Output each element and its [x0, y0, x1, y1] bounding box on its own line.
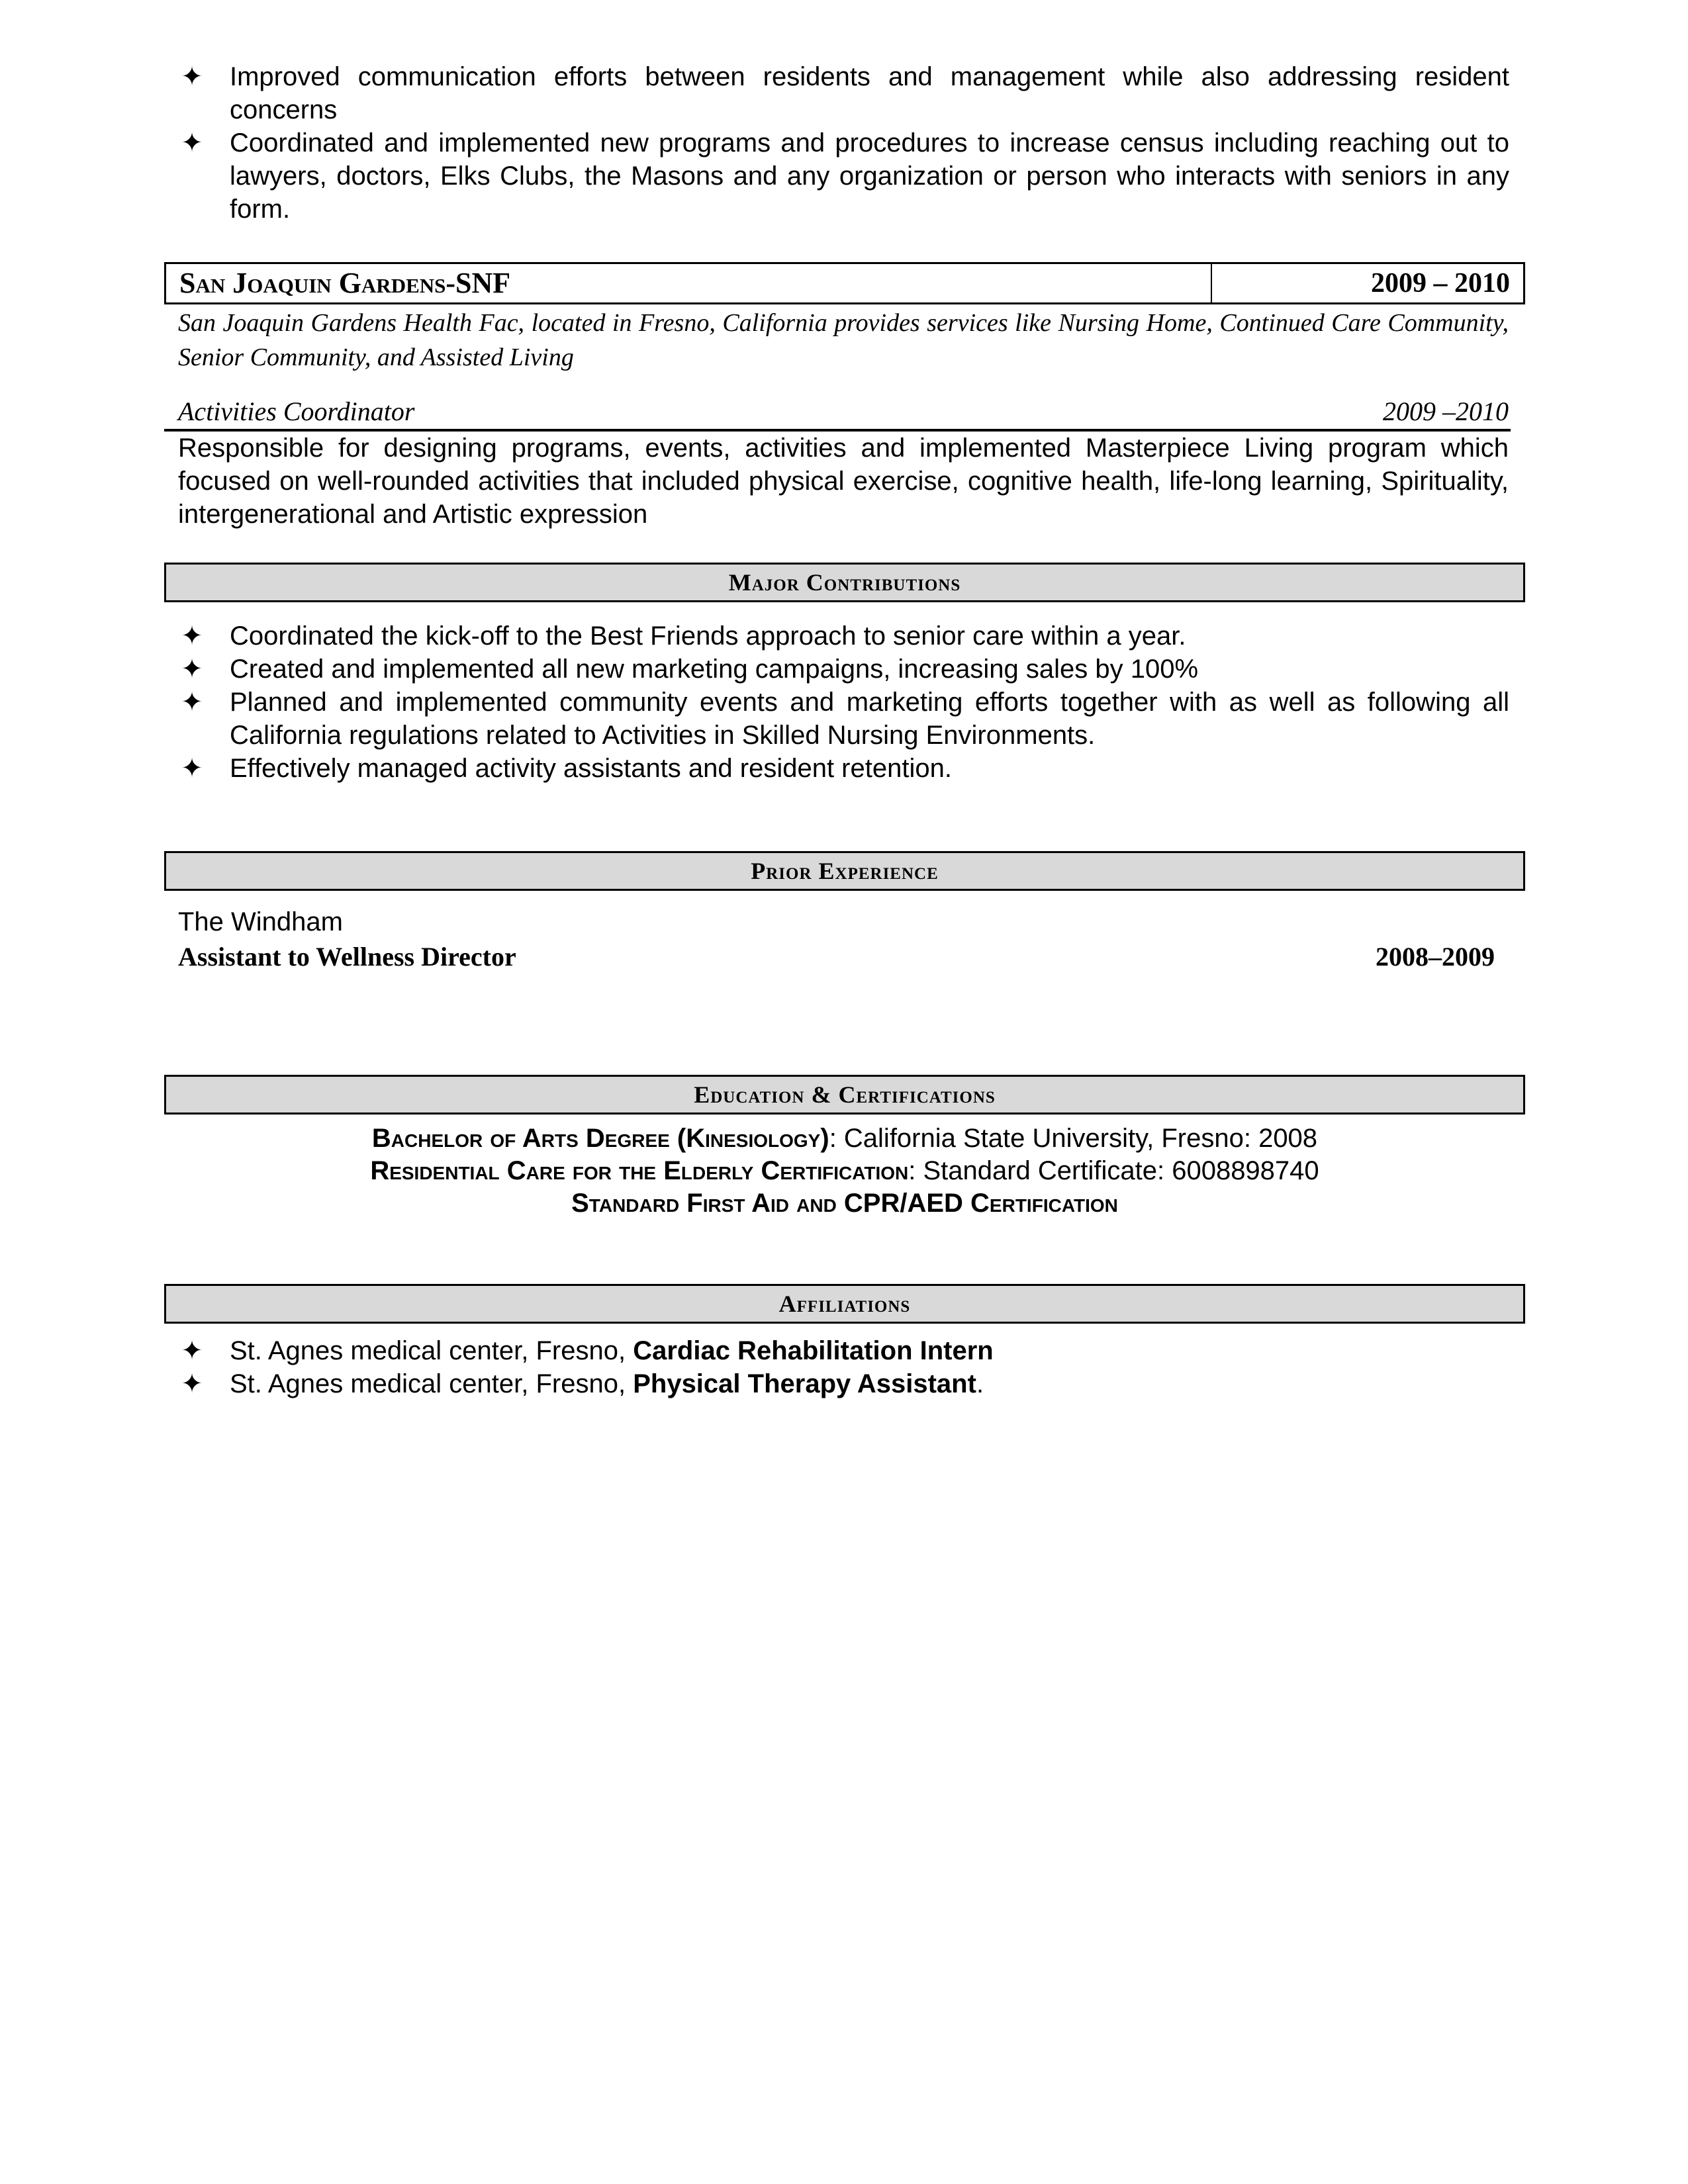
bullet-text: Effectively managed activity assistants and resident retention.	[230, 754, 952, 783]
prior-dates: 2008–2009	[1376, 942, 1495, 972]
bullet-text: Created and implemented all new marketing campaigns, increasing sales by 100%	[230, 655, 1199, 684]
cert-detail: : Standard Certificate: 6008898740	[908, 1156, 1319, 1185]
role-title: Activities Coordinator	[178, 396, 415, 426]
employer-name: San Joaquin Gardens-SNF	[166, 264, 1212, 302]
top-bullet-list	[179, 60, 1509, 226]
affiliation-role: Cardiac Rehabilitation Intern	[633, 1336, 994, 1365]
bullet-text: Improved communication efforts between residents and management while also addressing resident concerns	[230, 62, 1509, 124]
degree-name: Bachelor of Arts Degree (Kinesiology)	[371, 1124, 829, 1153]
list-item	[179, 619, 1509, 653]
list-item	[179, 126, 1509, 226]
role-summary: Responsible for designing programs, events, activities and implemented Masterpiece Living program which focused on well-rounded activities that included physical exercise, cognitive health, life-long learning, Spirituality, intergenerational and Artistic expression	[178, 433, 1509, 529]
cert-name: Residential Care for the Elderly Certification	[370, 1156, 909, 1185]
star-bullet-icon: ✦	[181, 1336, 203, 1365]
bullet-text: Planned and implemented community events and marketing efforts together with as well as following all California regulations related to Activities in Skilled Nursing Environments.	[230, 688, 1509, 750]
section-major-contributions: Major Contributions	[164, 563, 1525, 602]
star-bullet-icon: ✦	[181, 128, 203, 158]
list-item	[179, 653, 1509, 686]
list-item	[179, 1334, 1509, 1367]
star-bullet-icon: ✦	[181, 621, 203, 651]
affiliation-role: Physical Therapy Assistant	[633, 1369, 976, 1398]
affiliations-list	[179, 1334, 1509, 1400]
contributions-list	[179, 619, 1509, 785]
list-item	[179, 752, 1509, 785]
prior-employer: The Windham	[178, 907, 343, 936]
employer-header	[164, 262, 1525, 304]
employer-description: San Joaquin Gardens Health Fac, located in Fresno, California provides services like Nursing Home, Continued Care Community, Senior Community, and Assisted Living	[178, 309, 1509, 371]
cert-name: Standard First Aid and CPR/AED Certification	[571, 1189, 1118, 1218]
star-bullet-icon: ✦	[181, 62, 203, 91]
list-item	[179, 60, 1509, 126]
bullet-text: Coordinated and implemented new programs and procedures to increase census including reaching out to lawyers, doctors, Elks Clubs, the Masons and any organization or person who interacts with seniors in any form.	[230, 128, 1509, 224]
bullet-text: Coordinated the kick-off to the Best Friends approach to senior care within a year.	[230, 621, 1186, 651]
education-item	[164, 1122, 1525, 1155]
star-bullet-icon: ✦	[181, 655, 203, 684]
employer-dates: 2009 – 2010	[1371, 268, 1510, 298]
prior-role-row	[178, 940, 1495, 974]
list-item	[179, 686, 1509, 752]
affiliation-tail: .	[976, 1369, 984, 1398]
star-bullet-icon: ✦	[181, 754, 203, 783]
education-list	[164, 1122, 1525, 1220]
section-prior-experience: Prior Experience	[164, 851, 1525, 891]
role-row	[178, 394, 1509, 429]
star-bullet-icon: ✦	[181, 1369, 203, 1398]
degree-detail: : California State University, Fresno: 2008	[829, 1124, 1318, 1153]
prior-role: Assistant to Wellness Director	[178, 942, 516, 972]
affiliation-org: St. Agnes medical center, Fresno,	[230, 1369, 633, 1398]
section-education: Education & Certifications	[164, 1075, 1525, 1115]
section-affiliations: Affiliations	[164, 1284, 1525, 1324]
list-item	[179, 1367, 1509, 1400]
education-item	[164, 1155, 1525, 1187]
education-item	[164, 1187, 1525, 1220]
star-bullet-icon: ✦	[181, 688, 203, 717]
affiliation-org: St. Agnes medical center, Fresno,	[230, 1336, 633, 1365]
role-dates: 2009 –2010	[1383, 396, 1509, 426]
